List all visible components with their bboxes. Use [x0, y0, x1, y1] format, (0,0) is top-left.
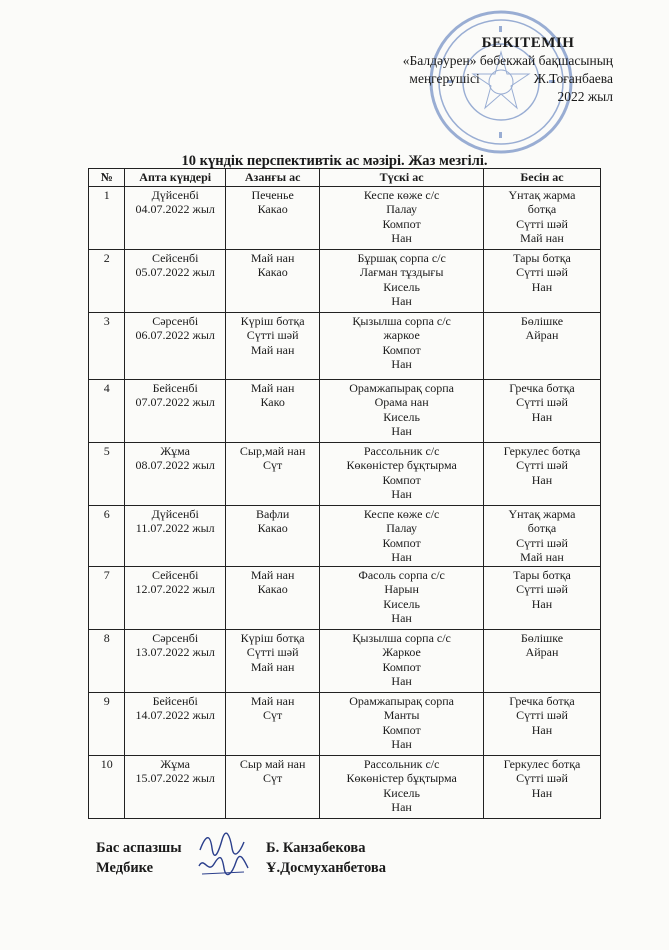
cell-line: Сүтті шәй	[516, 458, 568, 472]
cell-line: Кеспе көже с/с	[363, 506, 440, 521]
cell-afternoon-snack	[483, 249, 600, 312]
signature-row-chef	[96, 838, 516, 858]
cell-line: Орамжапырақ сорпа	[349, 380, 455, 395]
cell-line: Қызылша сорпа с/с	[352, 630, 451, 645]
header-weekday: Апта күндері	[125, 169, 226, 187]
cell-lunch	[320, 186, 484, 249]
cell-afternoon-snack	[483, 312, 600, 379]
cell-line: Айран	[525, 645, 559, 659]
cell-line: Гречка ботқа	[509, 693, 575, 708]
cell-line: Дүйсенбі	[151, 506, 199, 521]
table-row	[89, 249, 601, 312]
cell-weekday	[125, 692, 226, 755]
cell-line: Сүтті шәй	[516, 771, 568, 785]
cell-line: Жаркое	[382, 645, 421, 659]
table-row	[89, 186, 601, 249]
table-row	[89, 505, 601, 566]
cell-line: Геркулес ботқа	[503, 443, 581, 458]
cell-line: Сүтті шәй	[246, 645, 299, 659]
cell-line: 11.07.2022 жыл	[135, 521, 215, 535]
cell-line: Бөлішке	[520, 313, 564, 328]
cell-line: Нан	[391, 424, 412, 438]
header-afternoon-snack: Бесін ас	[483, 169, 600, 187]
cell-line: Көкөністер бұқтырма	[346, 458, 457, 472]
cell-line: жаркое	[383, 328, 420, 342]
cell-line: Сәрсенбі	[152, 630, 199, 645]
cell-afternoon-snack	[483, 692, 600, 755]
cell-lunch	[320, 312, 484, 379]
cell-line: Кисель	[383, 279, 420, 294]
cell-line: Күріш ботқа	[240, 313, 305, 328]
cell-line: Сүт	[263, 771, 283, 785]
cell-line: Тары ботқа	[513, 567, 571, 582]
cell-breakfast	[225, 312, 319, 379]
signature-role: Бас аспазшы	[96, 840, 182, 856]
cell-line: Рассольник с/с	[363, 443, 440, 458]
table-row	[89, 755, 601, 818]
cell-line: Сүтті шәй	[516, 582, 568, 596]
cell-line: Геркулес ботқа	[503, 756, 581, 771]
cell-breakfast	[225, 442, 319, 505]
signature-role: Медбике	[96, 860, 154, 876]
cell-line: Нан	[531, 596, 553, 611]
cell-line: 14.07.2022 жыл	[135, 708, 215, 722]
cell-line: 07.07.2022 жыл	[135, 395, 215, 409]
cell-line: Фасоль сорпа с/с	[358, 567, 445, 582]
header-breakfast: Азанғы ас	[225, 169, 319, 187]
cell-line: Май нан	[250, 380, 295, 395]
approval-line-3: 2022 жыл	[557, 89, 613, 104]
cell-line: Үнтақ жарма	[508, 187, 576, 202]
cell-line: Сейсенбі	[151, 567, 199, 582]
cell-line: ботқа	[527, 521, 557, 535]
cell-number: 5	[89, 442, 125, 505]
cell-number: 9	[89, 692, 125, 755]
cell-afternoon-snack	[483, 566, 600, 629]
cell-number: 10	[89, 755, 125, 818]
cell-line: Сейсенбі	[151, 250, 199, 265]
cell-line: Нан	[531, 409, 553, 424]
cell-line: Нан	[391, 674, 412, 688]
cell-line: Бұршақ сорпа с/с	[357, 250, 446, 265]
cell-line: Компот	[382, 342, 421, 357]
cell-line: 05.07.2022 жыл	[135, 265, 215, 279]
cell-line: Көкөністер бұқтырма	[346, 771, 457, 785]
cell-line: 06.07.2022 жыл	[135, 328, 215, 342]
cell-line: 04.07.2022 жыл	[135, 202, 215, 216]
cell-line: Нарын	[384, 582, 419, 596]
cell-line: Кеспе көже с/с	[363, 187, 440, 202]
cell-weekday	[125, 312, 226, 379]
cell-line: ботқа	[527, 202, 557, 216]
cell-line: Нан	[391, 487, 412, 501]
header-number: №	[89, 169, 125, 187]
document-title: 10 күндік перспективтік ас мәзірі. Жаз мезгілі.	[181, 153, 488, 169]
cell-lunch	[320, 755, 484, 818]
approval-block	[353, 34, 613, 106]
cell-line: Компот	[382, 659, 421, 674]
cell-line: Тары ботқа	[513, 250, 571, 265]
approval-title: БЕКІТЕМІН	[481, 35, 575, 51]
cell-number: 8	[89, 629, 125, 692]
approval-line-2: меңгерушісі Ж.Тоғанбаева	[409, 71, 613, 86]
handwritten-signature-icon	[196, 852, 250, 878]
cell-line: Май нан	[250, 659, 295, 674]
table-row	[89, 442, 601, 505]
table-row	[89, 629, 601, 692]
cell-line: Нан	[391, 357, 412, 371]
cell-number: 1	[89, 186, 125, 249]
cell-line: Үнтақ жарма	[508, 506, 576, 521]
cell-line: Компот	[382, 216, 421, 231]
cell-afternoon-snack	[483, 505, 600, 566]
cell-number: 6	[89, 505, 125, 566]
cell-line: Нан	[531, 472, 553, 487]
cell-line: Нан	[391, 737, 412, 751]
menu-table-body	[89, 186, 601, 818]
cell-line: Како	[260, 395, 285, 409]
cell-line: Жұма	[160, 443, 191, 458]
cell-line: Жұма	[160, 756, 191, 771]
cell-line: Күріш ботқа	[240, 630, 305, 645]
cell-line: Бөлішке	[520, 630, 564, 645]
cell-line: Палау	[386, 202, 418, 216]
cell-weekday	[125, 249, 226, 312]
signatures-block	[96, 838, 516, 878]
cell-line: Сүтті шәй	[516, 708, 568, 722]
cell-lunch	[320, 442, 484, 505]
cell-line: 08.07.2022 жыл	[135, 458, 215, 472]
cell-afternoon-snack	[483, 186, 600, 249]
cell-line: Сүт	[263, 458, 283, 472]
cell-breakfast	[225, 755, 319, 818]
cell-line: Лағман тұздығы	[359, 265, 444, 279]
table-row	[89, 692, 601, 755]
cell-line: Нан	[531, 785, 553, 800]
cell-line: Нан	[391, 294, 412, 308]
signature-row-nurse	[96, 858, 516, 878]
cell-weekday	[125, 442, 226, 505]
cell-line: Нан	[531, 722, 553, 737]
cell-line: Сүт	[263, 708, 283, 722]
cell-lunch	[320, 379, 484, 442]
cell-line: Бейсенбі	[152, 693, 198, 708]
cell-breakfast	[225, 692, 319, 755]
cell-line: Какао	[257, 582, 288, 596]
cell-line: Сүтті шәй	[516, 265, 568, 279]
cell-line: Компот	[382, 472, 421, 487]
cell-breakfast	[225, 186, 319, 249]
cell-breakfast	[225, 629, 319, 692]
cell-line: 12.07.2022 жыл	[135, 582, 215, 596]
cell-line: Печенье	[251, 187, 294, 202]
cell-line: Гречка ботқа	[509, 380, 575, 395]
cell-line: Манты	[383, 708, 420, 722]
approval-line-1: «Балдәурен» бөбекжай бақшасының	[402, 53, 613, 68]
signature-name: Ұ.Досмуханбетова	[266, 860, 386, 876]
cell-weekday	[125, 505, 226, 566]
cell-line: Палау	[386, 521, 418, 535]
cell-number: 4	[89, 379, 125, 442]
cell-line: Нан	[531, 279, 553, 294]
cell-line: Айран	[525, 328, 559, 342]
cell-weekday	[125, 755, 226, 818]
cell-afternoon-snack	[483, 442, 600, 505]
table-header-row	[89, 169, 601, 187]
signature-name: Б. Канзабекова	[266, 840, 366, 856]
cell-line: Какао	[257, 202, 288, 216]
cell-breakfast	[225, 379, 319, 442]
cell-line: Май нан	[520, 231, 564, 245]
cell-line: Май нан	[520, 550, 564, 564]
cell-number: 7	[89, 566, 125, 629]
cell-line: Вафли	[256, 506, 290, 521]
table-row	[89, 566, 601, 629]
cell-afternoon-snack	[483, 755, 600, 818]
cell-line: Май нан	[250, 693, 295, 708]
cell-line: Кисель	[383, 409, 420, 424]
table-row	[89, 312, 601, 379]
cell-line: Сүтті шәй	[246, 328, 299, 342]
cell-line: Нан	[391, 800, 412, 814]
cell-weekday	[125, 629, 226, 692]
cell-line: Компот	[382, 722, 421, 737]
cell-line: Сыр,май нан	[239, 443, 306, 458]
cell-line: 15.07.2022 жыл	[135, 771, 215, 785]
cell-line: Май нан	[250, 342, 295, 357]
cell-afternoon-snack	[483, 629, 600, 692]
cell-line: Сүтті шәй	[516, 216, 568, 231]
cell-line: Кисель	[383, 785, 420, 800]
cell-line: Сүтті шәй	[516, 535, 568, 550]
table-row	[89, 379, 601, 442]
cell-line: Қызылша сорпа с/с	[352, 313, 451, 328]
cell-line: Орама нан	[374, 395, 429, 409]
cell-line: Сүтті шәй	[516, 395, 568, 409]
cell-afternoon-snack	[483, 379, 600, 442]
cell-line: Нан	[391, 231, 412, 245]
cell-line: Сәрсенбі	[152, 313, 199, 328]
cell-number: 3	[89, 312, 125, 379]
cell-line: Май нан	[250, 567, 295, 582]
cell-line: Нан	[391, 550, 412, 564]
cell-weekday	[125, 186, 226, 249]
cell-lunch	[320, 505, 484, 566]
cell-number: 2	[89, 249, 125, 312]
cell-lunch	[320, 692, 484, 755]
cell-weekday	[125, 379, 226, 442]
cell-line: Орамжапырақ сорпа	[349, 693, 455, 708]
cell-line: Сыр май нан	[239, 756, 306, 771]
cell-lunch	[320, 249, 484, 312]
cell-line: 13.07.2022 жыл	[135, 645, 215, 659]
cell-breakfast	[225, 505, 319, 566]
cell-weekday	[125, 566, 226, 629]
cell-breakfast	[225, 566, 319, 629]
menu-table	[88, 168, 601, 819]
cell-line: Бейсенбі	[152, 380, 198, 395]
cell-line: Компот	[382, 535, 421, 550]
cell-line: Рассольник с/с	[363, 756, 440, 771]
header-lunch: Түскі ас	[320, 169, 484, 187]
cell-line: Кисель	[383, 596, 420, 611]
cell-line: Какао	[257, 265, 288, 279]
cell-line: Май нан	[250, 250, 295, 265]
cell-lunch	[320, 566, 484, 629]
cell-breakfast	[225, 249, 319, 312]
cell-lunch	[320, 629, 484, 692]
cell-line: Какао	[257, 521, 288, 535]
cell-line: Нан	[391, 611, 412, 625]
cell-line: Дүйсенбі	[151, 187, 199, 202]
